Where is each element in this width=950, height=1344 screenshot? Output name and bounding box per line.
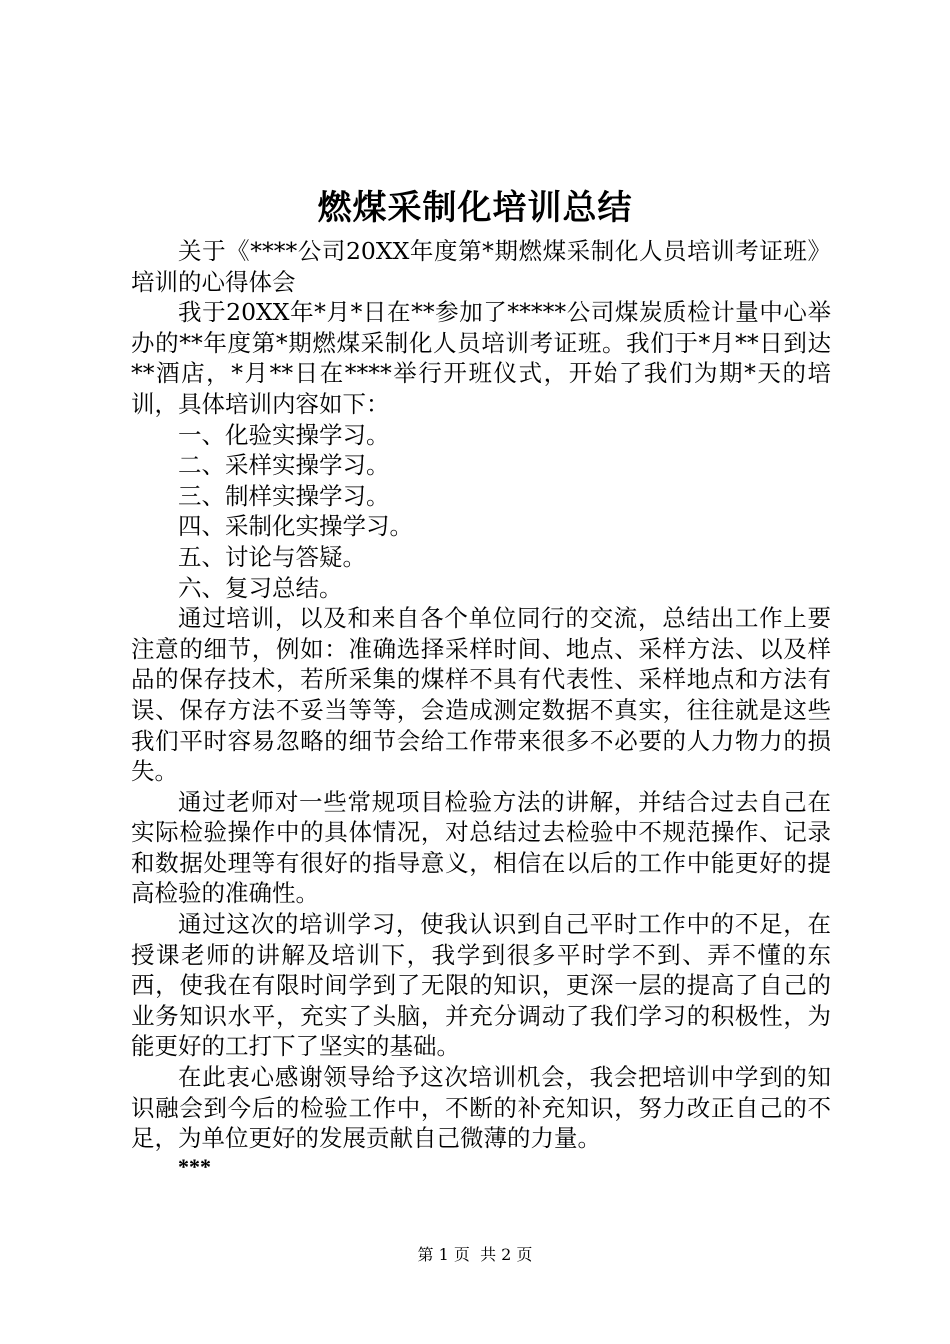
paragraph-details: 通过培训，以及和来自各个单位同行的交流，总结出工作上要注意的细节，例如：准确选择采样时间、地点、采样方法、以及样品的保存技术，若所采集的煤样不具有代表性、采样地点和方法有误、保存方法不妥当等等，会造成测定数据不真实，往往就是这些我们平时容易忽略的细节会给工作带来很多不必要的人力物力的损失。 xyxy=(131,604,831,786)
list-item: 六、复习总结。 xyxy=(178,573,343,602)
paragraph-background: 我于20XX年*月*日在**参加了*****公司煤炭质检计量中心举办的**年度第*期燃煤采制化人员培训考证班。我们于*月**日到达**酒店，*月**日在****举行开班仪式，开始了我们为期*天的培训，具体培训内容如下： xyxy=(131,298,831,418)
list-item: 一、化验实操学习。 xyxy=(178,420,390,449)
paragraph-thanks: 在此衷心感谢领导给予这次培训机会，我会把培训中学到的知识融会到今后的检验工作中，不断的补充知识，努力改正自己的不足，为单位更好的发展贡献自己微薄的力量。 xyxy=(131,1063,831,1153)
signature: *** xyxy=(178,1154,211,1179)
paragraph-reflection: 通过这次的培训学习，使我认识到自己平时工作中的不足，在授课老师的讲解及培训下，我学到很多平时学不到、弄不懂的东西，使我在有限时间学到了无限的知识，更深一层的提高了自己的业务知识水平，充实了头脑，并充分调动了我们学习的积极性，为能更好的工打下了坚实的基础。 xyxy=(131,910,831,1061)
list-item: 五、讨论与答疑。 xyxy=(178,542,366,571)
document-title: 燃煤采制化培训总结 xyxy=(317,188,633,228)
document-body xyxy=(131,236,831,1154)
paragraph-intro: 关于《****公司20XX年度第*期燃煤采制化人员培训考证班》培训的心得体会 xyxy=(131,237,831,296)
list-item: 三、制样实操学习。 xyxy=(178,481,390,510)
list-item: 二、采样实操学习。 xyxy=(178,451,390,480)
paragraph-methods: 通过老师对一些常规项目检验方法的讲解，并结合过去自己在实际检验操作中的具体情况，对总结过去检验中不规范操作、记录和数据处理等有很好的指导意义，相信在以后的工作中能更好的提高检验的准确性。 xyxy=(131,787,831,908)
page-number: 第 1 页 共 2 页 xyxy=(417,1245,533,1264)
list-item: 四、采制化实操学习。 xyxy=(178,512,413,541)
page-footer xyxy=(0,1244,950,1266)
